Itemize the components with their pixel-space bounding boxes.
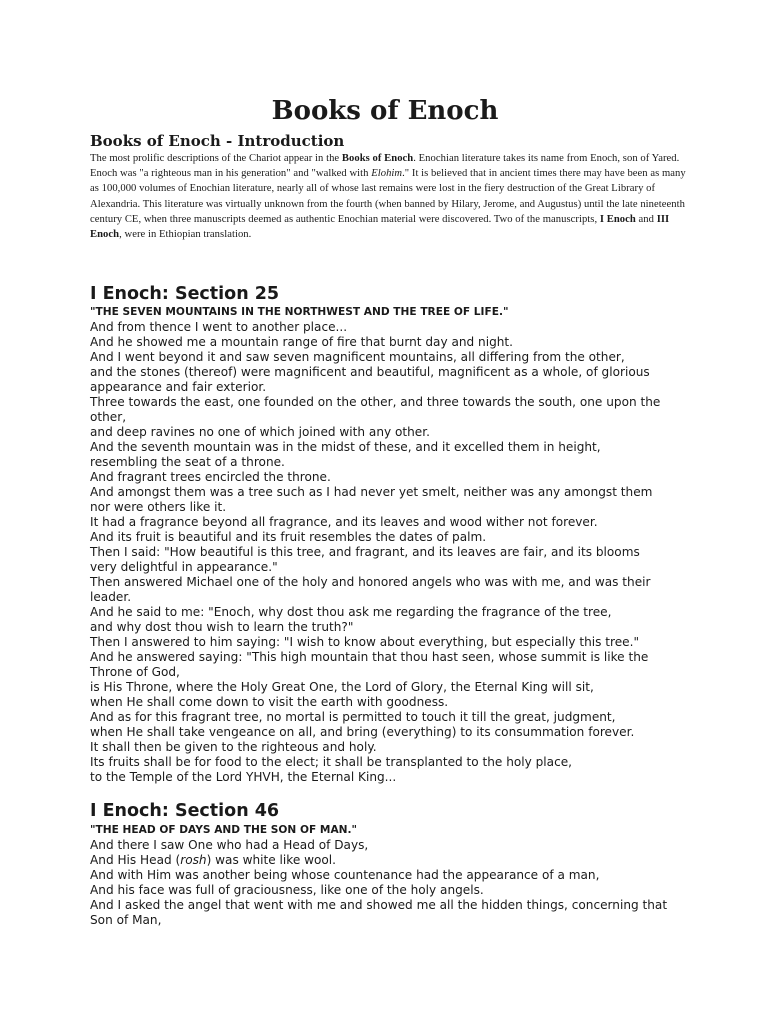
text-run: when He shall come down to visit the earth with goodness. xyxy=(90,695,449,709)
verse-line xyxy=(90,335,670,350)
text-run: when He shall take vengeance on all, and bring (everything) to its consummation forever. xyxy=(90,725,635,739)
section-25-heading: I Enoch: Section 25 xyxy=(90,284,280,304)
emphasis-text: III Enoch xyxy=(90,213,670,241)
section-46-subtitle: "THE HEAD OF DAYS AND THE SON OF MAN." xyxy=(90,824,358,836)
verse-line xyxy=(90,770,670,785)
section-46-heading: I Enoch: Section 46 xyxy=(90,801,280,821)
verse-line xyxy=(90,838,670,853)
verse-line xyxy=(90,605,670,620)
text-run: is His Throne, where the Holy Great One, the Lord of Glory, the Eternal King will sit, xyxy=(90,680,594,694)
verse-line xyxy=(90,725,670,740)
text-run: and deep ravines no one of which joined with any other. xyxy=(90,425,430,439)
text-run: And there I saw One who had a Head of Days, xyxy=(90,838,369,852)
text-run: It had a fragrance beyond all fragrance, and its leaves and wood wither not forever. xyxy=(90,515,598,529)
emphasis-text: Books of Enoch xyxy=(341,153,414,164)
text-run: And he said to me: "Enoch, why dost thou ask me regarding the fragrance of the tree, xyxy=(90,605,612,619)
text-run: And amongst them was a tree such as I had never yet smelt, neither was any amongst them nor were others like it. xyxy=(90,485,653,514)
verse-line xyxy=(90,320,670,335)
verse-line xyxy=(90,695,670,710)
section-25-subtitle: "THE SEVEN MOUNTAINS IN THE NORTHWEST AND THE TREE OF LIFE." xyxy=(90,306,509,318)
verse-line xyxy=(90,710,670,725)
verse-line xyxy=(90,350,670,365)
section-25-verses xyxy=(90,320,670,785)
text-run: And as for this fragrant tree, no mortal is permitted to touch it till the great, judgment, xyxy=(90,710,616,724)
text-run: ) was white like wool. xyxy=(206,853,337,867)
text-run: It shall then be given to the righteous and holy. xyxy=(90,740,377,754)
intro-paragraph xyxy=(90,151,690,242)
verse-line xyxy=(90,440,670,470)
verse-line xyxy=(90,740,670,755)
verse-line xyxy=(90,575,670,605)
text-run: Then I answered to him saying: "I wish to know about everything, but especially this tree." xyxy=(90,635,640,649)
verse-line xyxy=(90,365,670,395)
verse-line xyxy=(90,395,670,425)
emphasis-text: Elohim xyxy=(371,168,403,180)
verse-line xyxy=(90,853,670,868)
text-run: And from thence I went to another place... xyxy=(90,320,348,334)
verse-line xyxy=(90,635,670,650)
text-run: And his face was full of graciousness, like one of the holy angels. xyxy=(90,883,484,897)
text-run: And he answered saying: "This high mountain that thou hast seen, whose summit is like the Throne of God, xyxy=(90,650,649,679)
text-run: And the seventh mountain was in the midst of these, and it excelled them in height, resembling the seat of a throne. xyxy=(90,440,601,469)
text-run: and why dost thou wish to learn the truth?" xyxy=(90,620,354,634)
text-run: . Enochian literature takes its name from Enoch, son of Yared. Enoch was "a righteous man in his generation" and "walked with xyxy=(90,153,680,180)
emphasis-text: rosh xyxy=(180,853,207,867)
emphasis-text: I Enoch xyxy=(599,213,636,225)
verse-line xyxy=(90,470,670,485)
text-run: And His Head ( xyxy=(90,853,181,867)
verse-line xyxy=(90,883,670,898)
text-run: and the stones (thereof) were magnificent and beautiful, magnificent as a whole, of glorious appearance and fair exterior. xyxy=(90,365,650,394)
verse-line xyxy=(90,868,670,883)
verse-line xyxy=(90,545,670,575)
section-46-verses xyxy=(90,838,670,928)
verse-line xyxy=(90,898,670,928)
text-run: And he showed me a mountain range of fire that burnt day and night. xyxy=(90,335,513,349)
text-run: Three towards the east, one founded on the other, and three towards the south, one upon the other, xyxy=(90,395,661,424)
text-run: Then I said: "How beautiful is this tree, and fragrant, and its leaves are fair, and its blooms very delightful in appearance." xyxy=(90,545,640,574)
text-run: And fragrant trees encircled the throne. xyxy=(90,470,331,484)
text-run: And I asked the angel that went with me and showed me all the hidden things, concerning that Son of Man, xyxy=(90,898,668,927)
text-run: And I went beyond it and saw seven magnificent mountains, all differing from the other, xyxy=(90,350,625,364)
verse-line xyxy=(90,620,670,635)
text-run: And its fruit is beautiful and its fruit resembles the dates of palm. xyxy=(90,530,487,544)
text-run: , were in Ethiopian translation. xyxy=(119,229,252,241)
intro-heading: Books of Enoch - Introduction xyxy=(90,132,345,150)
text-run: Then answered Michael one of the holy and honored angels who was with me, and was their leader. xyxy=(90,575,651,604)
text-run: ." It is believed that in ancient times there may have been as many as 100,000 volumes of Enochian literature, nearly all of whose last remains were lost in the fiery destruction of the Great Library of Alexandria. This literature was virtually unknown from the fourth (when banned by Hilary, Jerome, and Augustus) until the late nineteenth century CE, when three manuscripts deemed as authentic Enochian material were discovered. Two of the manuscripts, xyxy=(90,168,686,225)
text-run: to the Temple of the Lord YHVH, the Eternal King... xyxy=(90,770,397,784)
text-run: and xyxy=(635,213,657,225)
verse-line xyxy=(90,485,670,515)
page-title: Books of Enoch xyxy=(271,96,499,126)
verse-line xyxy=(90,425,670,440)
verse-line xyxy=(90,755,670,770)
text-run: Its fruits shall be for food to the elect; it shall be transplanted to the holy place, xyxy=(90,755,573,769)
verse-line xyxy=(90,650,670,680)
text-run: And with Him was another being whose countenance had the appearance of a man, xyxy=(90,868,600,882)
verse-line xyxy=(90,530,670,545)
verse-line xyxy=(90,680,670,695)
text-run: The most prolific descriptions of the Chariot appear in the xyxy=(90,153,342,164)
verse-line xyxy=(90,515,670,530)
